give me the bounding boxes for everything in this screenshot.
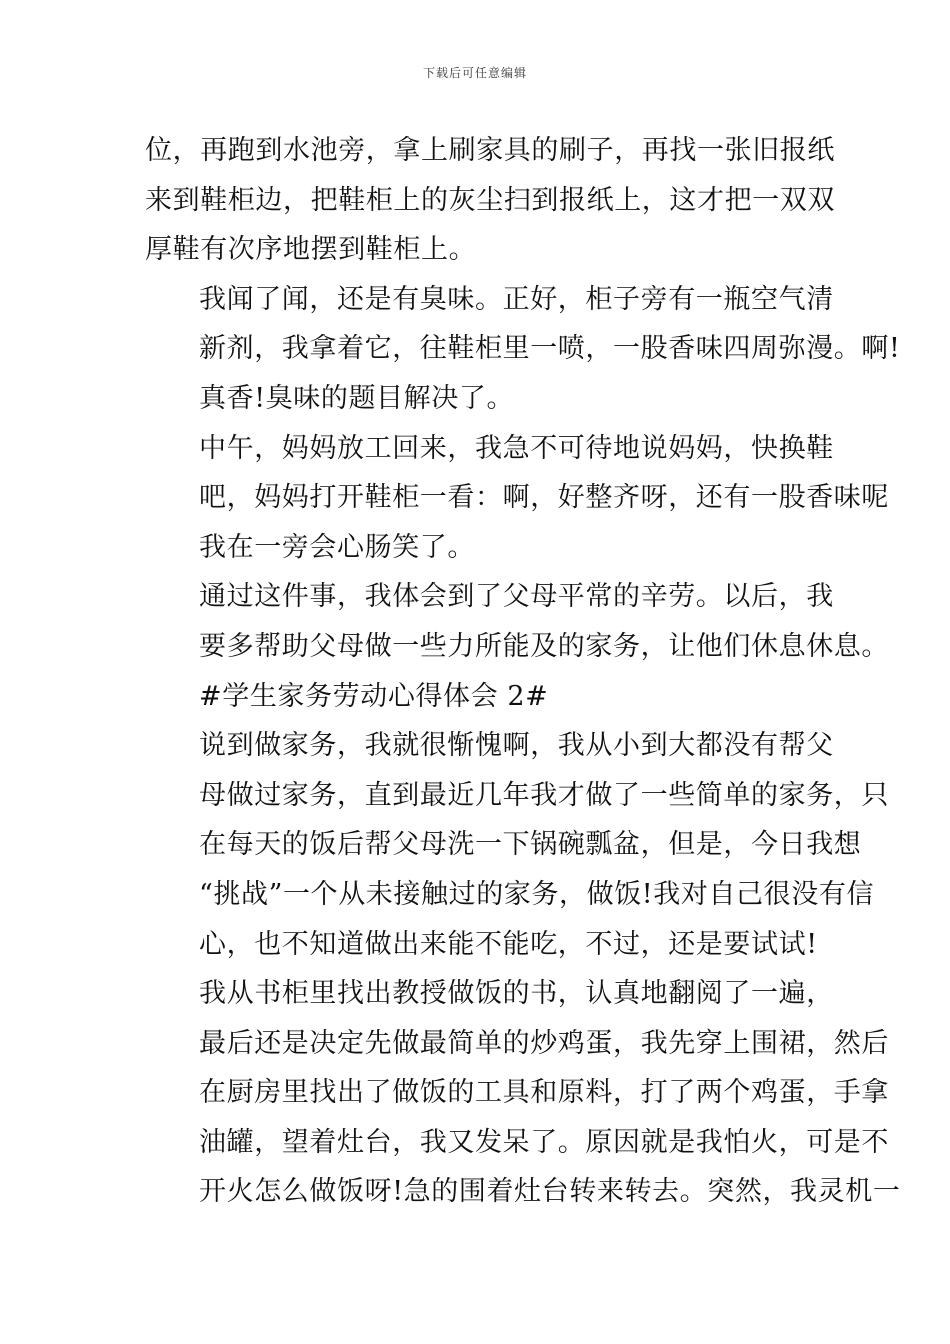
paragraph-2 (145, 275, 901, 424)
text-line: 要多帮助父母做一些力所能及的家务，让他们休息休息。 (199, 630, 889, 662)
text-line: 在每天的饭后帮父母洗一下锅碗瓢盆，但是，今日我想 (199, 829, 862, 861)
paragraph-3 (145, 424, 889, 573)
page-header: 下载后可任意编辑 (422, 66, 527, 80)
text-line: 来到鞋柜边，把鞋柜上的灰尘扫到报纸上，这才把一双双 (145, 184, 835, 216)
text-line: 说到做家务，我就很惭愧啊，我从小到大都没有帮父 (199, 730, 834, 762)
text-line: 我在一旁会心肠笑了。 (199, 531, 475, 563)
text-line: 心，也不知道做出来能不能吃，不过，还是要试试! (199, 928, 818, 960)
document-body (145, 126, 901, 1217)
text-line: 吧，妈妈打开鞋柜一看：啊，好整齐呀，还有一股香味呢 (199, 482, 889, 514)
paragraph-6 (145, 969, 901, 1217)
paragraph-1 (145, 126, 835, 275)
text-line: 真香!臭味的题目解决了。 (199, 382, 515, 414)
text-line: “挑战”一个从未接触过的家务，做饭!我对自己很没有信 (199, 878, 875, 910)
text-line: 我从书柜里找出教授做饭的书，认真地翻阅了一遍， (199, 978, 834, 1010)
text-line: 母做过家务，直到最近几年我才做了一些简单的家务，只 (199, 779, 889, 811)
text-line: 我闻了闻，还是有臭味。正好，柜子旁有一瓶空气清 (199, 283, 834, 315)
text-line: 油罐，望着灶台，我又发呆了。原因就是我怕火，可是不 (199, 1126, 889, 1158)
text-line: 新剂，我拿着它，往鞋柜里一喷，一股香味四周弥漫。啊! (199, 333, 901, 365)
text-line: 在厨房里找出了做饭的工具和原料，打了两个鸡蛋，手拿 (199, 1077, 889, 1109)
text-line: 最后还是决定先做最简单的炒鸡蛋，我先穿上围裙，然后 (199, 1027, 889, 1059)
heading-text: #学生家务劳动心得体会 2# (199, 680, 549, 712)
text-line: 位，再跑到水池旁，拿上刷家具的刷子，再找一张旧报纸 (145, 135, 835, 166)
text-line: 通过这件事，我体会到了父母平常的辛劳。以后，我 (199, 581, 834, 613)
paragraph-4 (145, 572, 889, 671)
paragraph-5 (145, 721, 889, 969)
text-line: 开火怎么做饭呀!急的围着灶台转来转去。突然，我灵机一 (199, 1176, 901, 1208)
text-line: 厚鞋有次序地摆到鞋柜上。 (145, 234, 477, 266)
section-heading (145, 672, 810, 722)
text-line: 中午，妈妈放工回来，我急不可待地说妈妈，快换鞋 (199, 432, 834, 464)
